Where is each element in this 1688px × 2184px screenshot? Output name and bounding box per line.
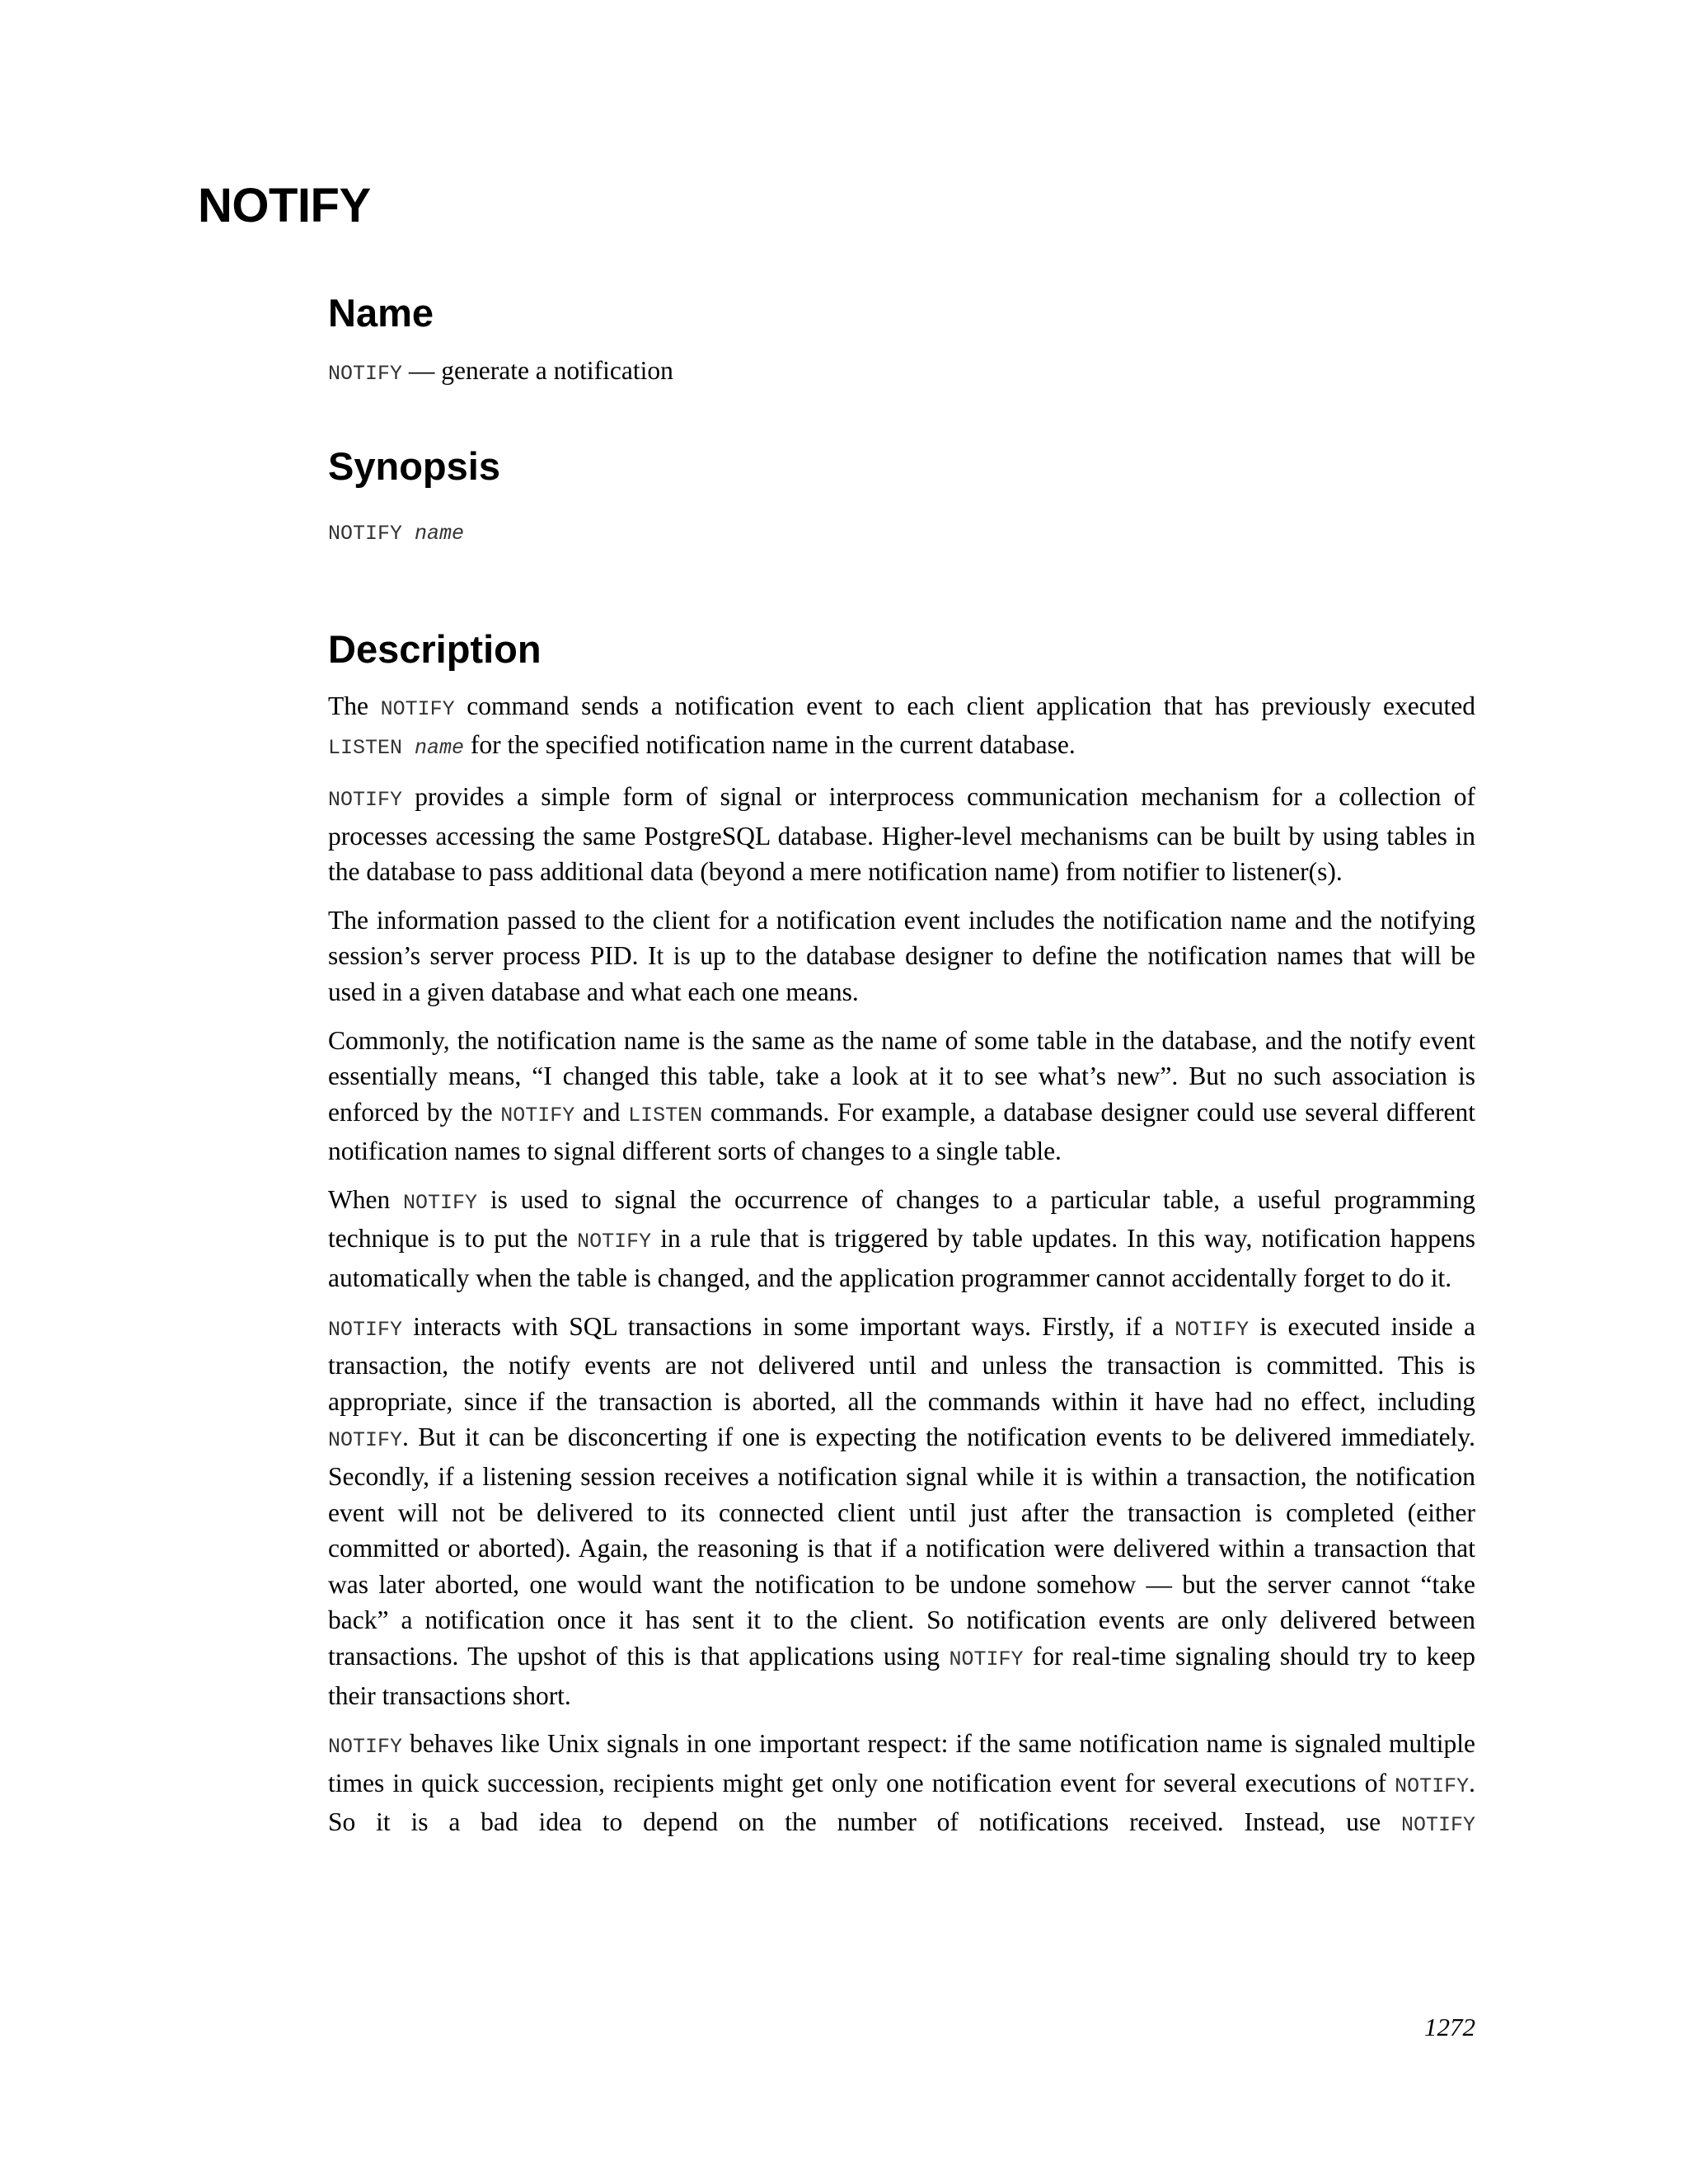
name-line: [328, 353, 1475, 392]
text-run: . But it can be disconcerting if one is expecting the notification events to be delivered immediately. Secondly, if a listening session receives a notification signal while it is within a transaction, the notification event will not be delivered to its connected client until just after the transaction is completed (either committed or aborted). Again, the reasoning is that if a notification were delivered within a transaction that was later aborted, one would want the notification to be undone somehow — but the server cannot “take back” a notification once it has sent it to the client. So notification events are only delivered between transactions. The upshot of this is that applications using: [328, 1422, 1475, 1671]
text-run: commands. For example, a database designer could use several different notification names to signal different sorts of changes to a single table.: [328, 1097, 1476, 1166]
content-column: [328, 290, 1475, 1856]
code-notify: NOTIFY: [577, 1230, 652, 1254]
code-notify: NOTIFY: [949, 1647, 1024, 1672]
synopsis-section: [328, 443, 1475, 551]
synopsis-command: NOTIFY: [328, 522, 415, 546]
description-paragraph-2: [328, 779, 1475, 890]
code-listen: LISTEN: [328, 736, 415, 761]
text-run: is executed inside a transaction, the notify events are not delivered until and unless the transaction is committed. This is appropriate, since if the transaction is aborted, all the commands within it have had no effect, including: [328, 1311, 1475, 1416]
text-run: When: [328, 1184, 404, 1214]
code-notify: NOTIFY: [328, 1735, 403, 1760]
synopsis-code: [328, 518, 1475, 551]
text-run: for the specified notification name in the current database.: [464, 730, 1076, 760]
synopsis-heading: Synopsis: [328, 443, 500, 488]
name-heading: Name: [328, 291, 434, 335]
code-listen: LISTEN: [628, 1103, 703, 1127]
description-section: [328, 626, 1475, 1844]
description-paragraph-4: [328, 1023, 1475, 1169]
description-heading: Description: [328, 627, 542, 672]
text-run: command sends a notification event to each client application that has previously executed: [454, 691, 1475, 720]
code-notify: NOTIFY: [403, 1190, 478, 1215]
description-paragraph-5: [328, 1182, 1475, 1296]
text-run: The: [328, 691, 381, 720]
text-run: provides a simple form of signal or interprocess communication mechanism for a collection of processes accessing the same PostgreSQL database. Higher-level mechanisms can be built by using tables in the database to pass additional data (beyond a mere notification name) from notifier to listener(s).: [328, 781, 1475, 887]
page-number: 1272: [1424, 2013, 1475, 2041]
code-name-param: name: [415, 736, 465, 761]
description-paragraph-3: [328, 902, 1475, 1010]
text-run: . So it is a bad idea to depend on the number of notifications received. Instead, use: [328, 1768, 1475, 1837]
code-notify: NOTIFY: [328, 1317, 403, 1342]
text-run: for real-time signaling should try to keep their transactions short.: [328, 1642, 1475, 1710]
page-title: NOTIFY: [198, 179, 371, 232]
description-paragraph-6: [328, 1309, 1475, 1714]
command-purpose: — generate a notification: [402, 356, 673, 386]
code-notify: NOTIFY: [380, 696, 455, 721]
code-notify: NOTIFY: [328, 787, 403, 812]
code-notify: NOTIFY: [1395, 1774, 1470, 1798]
description-paragraph-7: [328, 1726, 1475, 1844]
text-run: interacts with SQL transactions in some important ways. Firstly, if a: [402, 1311, 1175, 1341]
text-run: The information passed to the client for a notification event includes the notification name and the notifying session’s server process PID. It is up to the database designer to define the notification names that will be used in a given database and what each one means.: [328, 905, 1475, 1006]
text-run: in a rule that is triggered by table updates. In this way, notification happens automatically when the table is changed, and the application programmer cannot accidentally forget to do it.: [328, 1224, 1475, 1293]
code-notify: NOTIFY: [328, 1428, 403, 1453]
synopsis-param: name: [415, 522, 465, 546]
description-paragraph-1: [328, 688, 1475, 766]
code-notify: NOTIFY: [500, 1103, 575, 1127]
code-notify: NOTIFY: [1175, 1317, 1250, 1342]
command-name: NOTIFY: [328, 362, 403, 387]
text-run: and: [574, 1097, 629, 1127]
text-run: is used to signal the occurrence of changes to a particular table, a useful programming technique is to put the: [328, 1184, 1475, 1254]
text-run: Commonly, the notification name is the same as the name of some table in the database, and the notify event essentially means, “I changed this table, take a look at it to see what’s new”. But no such association is enforced by the: [328, 1025, 1475, 1127]
code-notify: NOTIFY: [1400, 1813, 1475, 1838]
name-section: [328, 290, 1475, 392]
text-run: behaves like Unix signals in one important respect: if the same notification name is signaled multiple times in quick succession, recipients might get only one notification event for several executions of: [328, 1729, 1475, 1797]
